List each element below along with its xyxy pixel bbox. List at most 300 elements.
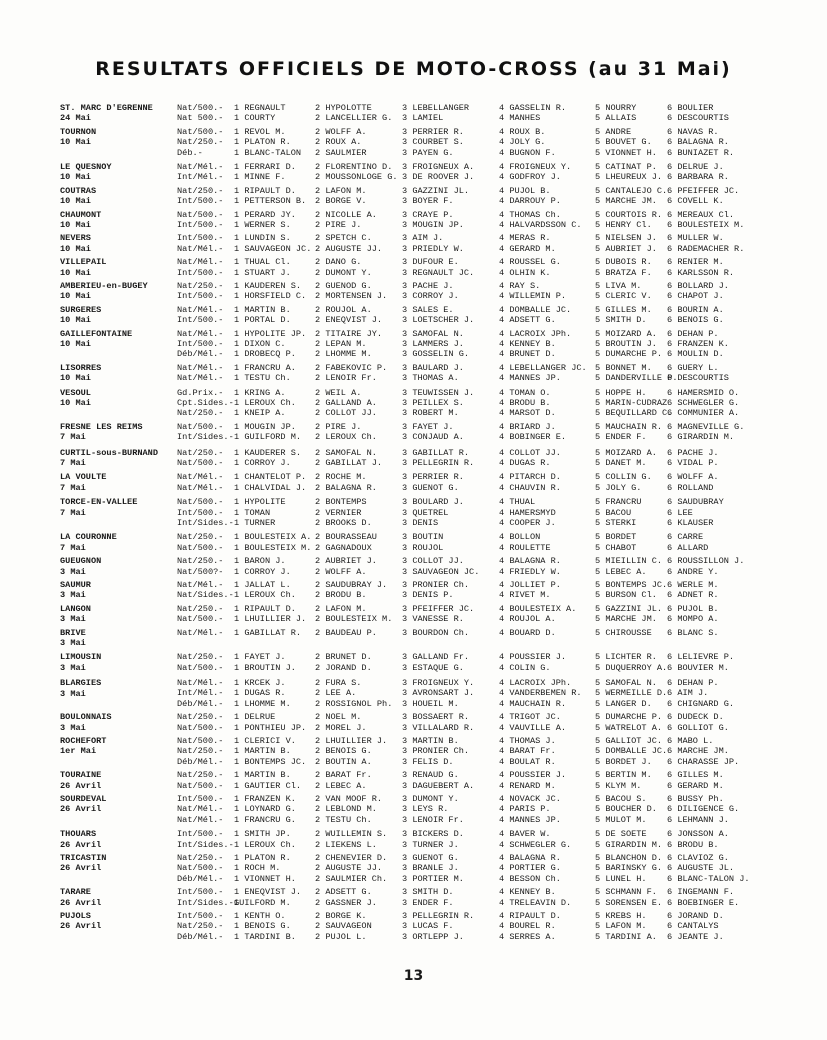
- result-row: [177, 186, 800, 196]
- place-2: 2 BALAGNA R.: [315, 482, 377, 493]
- event-block: [60, 448, 800, 469]
- place-1: 1 ROCH M.: [234, 863, 281, 874]
- place-3: 3 PFEIFFER JC.: [402, 603, 475, 614]
- place-3: 3 BOUTIN: [402, 532, 444, 543]
- place-4: 4 THOMAS J.: [499, 736, 556, 747]
- result-row: [177, 373, 800, 383]
- event-block: [60, 532, 800, 553]
- place-6: 6 BOLLARD J.: [667, 280, 729, 291]
- event-venue: [60, 652, 175, 673]
- result-row: [177, 853, 800, 863]
- result-row: [177, 388, 800, 398]
- place-2: 2 LANCELLIER G.: [315, 113, 393, 124]
- place-3: 3 FROIGNEUX Y.: [402, 678, 475, 689]
- place-2: 2 MORTENSEN J.: [315, 291, 388, 302]
- result-row: [177, 244, 800, 254]
- place-1: 1 PONTHIEU JP.: [234, 722, 307, 733]
- place-3: 3 ENDER F.: [402, 897, 454, 908]
- place-3: 3 FELIS D.: [402, 756, 454, 767]
- place-2: 2 SAMOFAL N.: [315, 447, 377, 458]
- place-3: 3 COLLOT JJ.: [402, 556, 464, 567]
- event-venue: [60, 186, 175, 207]
- place-4: 4 LEBELLANGER JC.: [499, 362, 587, 373]
- place-4: 4 RIPAULT D.: [499, 911, 561, 922]
- venue-name: LIMOUSIN: [60, 652, 102, 663]
- place-6: 6 RENIER M.: [667, 257, 724, 268]
- place-4: 4 HAMERSMYD: [499, 507, 556, 518]
- event-date: 26 Avril: [60, 863, 102, 874]
- race-class: Int/Sides.-: [177, 839, 234, 850]
- race-class: Nat/500.-: [177, 722, 224, 733]
- result-row: [177, 518, 800, 528]
- race-class: Int/Sides.-: [177, 517, 234, 528]
- place-1: 1 HORSFIELD C.: [234, 291, 307, 302]
- place-1: 1 STUART J.: [234, 267, 291, 278]
- place-3: 3 AIM J.: [402, 233, 444, 244]
- place-5: 5 DANET M.: [595, 457, 647, 468]
- place-2: 2 TITAIRE JY.: [315, 328, 383, 339]
- place-5: 5 BACOU: [595, 507, 632, 518]
- place-2: 2 TESTU Ch.: [315, 814, 372, 825]
- result-row: [177, 770, 800, 780]
- place-6: 6 BOULIER: [667, 103, 714, 113]
- place-1: 1 FRANCRU G.: [234, 814, 296, 825]
- event-venue: [60, 448, 175, 469]
- place-5: 5 VIONNET H.: [595, 147, 657, 158]
- result-row: [177, 723, 800, 733]
- place-4: 4 SCHWEGLER G.: [499, 839, 572, 850]
- result-row: [177, 932, 800, 942]
- place-6: 6 DELRUE J.: [667, 161, 724, 172]
- place-5: 5 LANGER D.: [595, 698, 652, 709]
- result-row: [177, 663, 800, 673]
- event-venue: [60, 472, 175, 493]
- page-number: 13: [403, 968, 424, 984]
- place-3: 3 SMITH D.: [402, 887, 454, 898]
- place-4: 4 BOLLON: [499, 532, 541, 543]
- place-2: 2 MOUSSONLOGE G.: [315, 172, 398, 183]
- place-6: 6 BOUVIER M.: [667, 662, 729, 673]
- place-1: 1 JALLAT L.: [234, 579, 291, 590]
- event-date: 7 Mai: [60, 432, 86, 443]
- place-4: 4 ROUX B.: [499, 126, 546, 137]
- place-3: 3 DENIS: [402, 517, 439, 528]
- place-4: 4 SERRES A.: [499, 931, 556, 942]
- place-1: 1 BROUTIN J.: [234, 662, 296, 673]
- place-5: 5 MARCHE JM.: [595, 196, 657, 207]
- venue-name: TOURAINE: [60, 770, 102, 781]
- place-3: 3 VILLALARD R.: [402, 722, 475, 733]
- place-4: 4 ADSETT G.: [499, 315, 556, 326]
- place-3: 3 LOETSCHER J.: [402, 315, 475, 326]
- place-1: 1 KAUDERER S.: [234, 447, 302, 458]
- page-title: RESULTATS OFFICIELS DE MOTO-CROSS (au 31 Mai): [95, 58, 732, 80]
- place-4: 4 POUSSIER J.: [499, 770, 567, 781]
- race-class: Déb/Mél.-: [177, 349, 224, 360]
- place-6: 6 ADNET R.: [667, 590, 719, 601]
- result-row: [177, 363, 800, 373]
- event-date: 7 Mai: [60, 482, 86, 493]
- place-6: 6 GERARD M.: [667, 780, 724, 791]
- place-3: 3 DE ROOVER J.: [402, 172, 475, 183]
- place-3: 3 BRANLE J.: [402, 863, 459, 874]
- place-1: 1 PLATON R.: [234, 137, 291, 148]
- place-4: 4 LACROIX JPh.: [499, 678, 572, 689]
- place-2: 2 GUENOD G.: [315, 280, 372, 291]
- place-4: 4 RIVET M.: [499, 590, 551, 601]
- race-class: Déb/Mél.-: [177, 873, 224, 884]
- event-date: 10 Mai: [60, 219, 91, 230]
- place-5: 5 CATINAT P.: [595, 161, 657, 172]
- place-6: 6 GILLES M.: [667, 770, 724, 781]
- event-date: 3 Mai: [60, 614, 86, 625]
- place-5: 5 NOURRY: [595, 103, 637, 113]
- place-4: 4 DUGAS R.: [499, 457, 551, 468]
- race-class: Nat/250.-: [177, 770, 224, 781]
- place-1: 1 TOMAN: [234, 507, 271, 518]
- place-1: 1 HYPOLITE JP.: [234, 328, 307, 339]
- event-date: 10 Mai: [60, 137, 91, 148]
- place-1: 1 PORTAL D.: [234, 315, 291, 326]
- place-5: 5 MARIN-CUDRAZ: [595, 397, 668, 408]
- event-block: [60, 887, 800, 908]
- result-row: [177, 432, 800, 442]
- event-date: 3 Mai: [60, 590, 86, 601]
- event-block: [60, 652, 800, 673]
- place-2: 2 VAN MOOF R.: [315, 794, 383, 805]
- venue-name: SOURDEVAL: [60, 794, 107, 805]
- event-block: [60, 186, 800, 207]
- event-date: 1er Mai: [60, 746, 97, 757]
- event-block: [60, 388, 800, 419]
- place-1: 1 MARTIN B.: [234, 770, 291, 781]
- event-venue: [60, 678, 175, 699]
- place-3: 3 PRIEDLY W.: [402, 243, 464, 254]
- place-6: 6 NAVAS R.: [667, 126, 719, 137]
- event-block: [60, 556, 800, 577]
- result-row: [177, 556, 800, 566]
- race-class: Int/500.-: [177, 887, 224, 898]
- race-class: Nat/Mél.-: [177, 257, 224, 268]
- event-date: 7 Mai: [60, 542, 86, 553]
- event-block: [60, 628, 800, 649]
- event-block: [60, 329, 800, 360]
- place-6: 6 GOLLIOT G.: [667, 722, 729, 733]
- place-2: 2 LAFON M.: [315, 185, 367, 196]
- place-4: 4 COOPER J.: [499, 517, 556, 528]
- place-6: 6 COVELL K.: [667, 196, 724, 207]
- place-1: 1 LEROUX Ch.: [234, 839, 296, 850]
- place-2: 2 WOLFF A.: [315, 566, 367, 577]
- place-6: 6 BENOIS G.: [667, 315, 724, 326]
- event-venue: [60, 887, 175, 908]
- place-4: 4 PARIS P.: [499, 804, 551, 815]
- event-venue: [60, 736, 175, 757]
- place-5: 5 SMITH D.: [595, 315, 647, 326]
- event-block: [60, 305, 800, 326]
- place-4: 4 THOMAS Ch.: [499, 209, 561, 220]
- race-class: Int/500.-: [177, 196, 224, 207]
- result-row: [177, 305, 800, 315]
- result-row: [177, 874, 800, 884]
- result-row: [177, 220, 800, 230]
- place-6: 6 MAGNEVILLE G.: [667, 421, 745, 432]
- place-6: 6 BARBARA R.: [667, 172, 729, 183]
- place-5: 5 MAUCHAIN R.: [595, 421, 663, 432]
- venue-name: LE QUESNOY: [60, 161, 112, 172]
- event-venue: [60, 712, 175, 733]
- race-class: Nat/250.-: [177, 921, 224, 932]
- result-row: [177, 210, 800, 220]
- place-4: 4 OLHIN K.: [499, 267, 551, 278]
- result-row: [177, 757, 800, 767]
- place-5: 5 BORDET J.: [595, 756, 652, 767]
- place-1: 1 LEROUX Ch.: [234, 590, 296, 601]
- place-6: 6 MEREAUX Cl.: [667, 209, 735, 220]
- result-row: [177, 652, 800, 662]
- place-4: 4 GASSELIN R.: [499, 103, 567, 113]
- place-3: 3 GALLAND Fr.: [402, 652, 470, 663]
- event-venue: [60, 103, 175, 124]
- place-1: 1 WERNER S.: [234, 219, 291, 230]
- event-block: [60, 604, 800, 625]
- place-3: 3 CORROY J.: [402, 291, 459, 302]
- venue-name: THOUARS: [60, 829, 97, 840]
- place-4: 4 RAY S.: [499, 280, 541, 291]
- event-block: [60, 770, 800, 791]
- race-class: Nat/Mél.-: [177, 804, 224, 815]
- place-4: 4 VANDERBEMEN R.: [499, 688, 582, 699]
- result-row: [177, 543, 800, 553]
- place-4: 4 MANNES JP.: [499, 373, 561, 384]
- place-1: 1 REGNAULT: [234, 103, 286, 113]
- race-class: Déb/Mél.-: [177, 698, 224, 709]
- place-6: 6 DILIGENCE G.: [667, 804, 740, 815]
- place-4: 4 BRIARD J.: [499, 421, 556, 432]
- place-3: 3 LENOIR Fr.: [402, 814, 464, 825]
- race-class: Int/500.-: [177, 315, 224, 326]
- place-5: 5 MOIZARD A.: [595, 328, 657, 339]
- place-4: 4 KENNEY B.: [499, 338, 556, 349]
- place-1: 1 DROBECQ P.: [234, 349, 296, 360]
- place-5: 5 STERKI: [595, 517, 637, 528]
- place-1: 1 KRCEK J.: [234, 678, 286, 689]
- place-4: 4 BUGNON F.: [499, 147, 556, 158]
- place-4: 4 BARAT Fr.: [499, 746, 556, 757]
- event-block: [60, 422, 800, 443]
- place-3: 3 DUFOUR E.: [402, 257, 459, 268]
- place-5: 5 BURSON Cl.: [595, 590, 657, 601]
- result-row: [177, 148, 800, 158]
- place-4: 4 WILLEMIN P.: [499, 291, 567, 302]
- event-block: [60, 281, 800, 302]
- event-date: 10 Mai: [60, 291, 91, 302]
- place-6: 6 CANTALYS: [667, 921, 719, 932]
- result-row: [177, 736, 800, 746]
- place-5: 5 DUQUERROY A.: [595, 662, 668, 673]
- place-2: 2 PIRE J.: [315, 219, 362, 230]
- place-1: 1 BOULESTEIX M.: [234, 542, 312, 553]
- place-4: 4 LACROIX JPh.: [499, 328, 572, 339]
- result-row: [177, 863, 800, 873]
- result-row: [177, 699, 800, 709]
- event-date: 3 Mai: [60, 722, 86, 733]
- event-date: 3 Mai: [60, 566, 86, 577]
- place-1: 1 BENOIS G.: [234, 921, 291, 932]
- venue-name: VESOUL: [60, 387, 91, 398]
- event-venue: [60, 497, 175, 518]
- race-class: Déb.-: [177, 147, 203, 158]
- event-block: [60, 127, 800, 158]
- place-4: 4 PORTIER G.: [499, 863, 561, 874]
- place-6: 6 KLAUSER: [667, 517, 714, 528]
- place-4: 4 GODFROY J.: [499, 172, 561, 183]
- event-block: [60, 363, 800, 384]
- place-5: 5 LUNEL H.: [595, 873, 647, 884]
- place-3: 3 CRAYE P.: [402, 209, 454, 220]
- place-6: 6 GIRARDIN M.: [667, 432, 735, 443]
- place-5: 5 BORDET: [595, 532, 637, 543]
- place-2: 2 BAUDEAU P.: [315, 627, 377, 638]
- race-class: Int/500.-: [177, 911, 224, 922]
- place-3: 3 HOUEIL M.: [402, 698, 459, 709]
- place-2: 2 GASSNER J.: [315, 897, 377, 908]
- place-3: 3 QUETREL: [402, 507, 449, 518]
- place-5: 5 LICHTER R.: [595, 652, 657, 663]
- results-list: [60, 100, 800, 942]
- result-row: [177, 840, 800, 850]
- result-row: [177, 291, 800, 301]
- venue-name: ST. MARC D'EGRENNE: [60, 103, 153, 113]
- place-2: 2 BORGE K.: [315, 911, 367, 922]
- result-row: [177, 137, 800, 147]
- place-1: 1 BLANC-TALON: [234, 147, 302, 158]
- venue-name: TOURNON: [60, 126, 97, 137]
- place-3: 3 AVRONSART J.: [402, 688, 475, 699]
- event-date: 3 Mai: [60, 637, 86, 648]
- event-venue: [60, 604, 175, 625]
- event-date: 26 Avril: [60, 839, 102, 850]
- event-date: 10 Mai: [60, 267, 91, 278]
- place-6: 6 INGEMANN F.: [667, 887, 735, 898]
- place-2: 2 BONTEMPS: [315, 497, 367, 508]
- place-3: 3 LAMMERS J.: [402, 338, 464, 349]
- place-3: 3 BICKERS D.: [402, 829, 464, 840]
- event-venue: [60, 363, 175, 384]
- place-3: 3 ESTAQUE G.: [402, 662, 464, 673]
- venue-name: LA COURONNE: [60, 532, 117, 543]
- place-6: 6 DESCOURTIS: [667, 373, 729, 384]
- place-6: 6 FRANZEN K.: [667, 338, 729, 349]
- race-class: Nat/250.-: [177, 652, 224, 663]
- place-5: 5 TARDINI A.: [595, 931, 657, 942]
- place-1: 1 KRING A.: [234, 387, 286, 398]
- race-class: Nat/500.-: [177, 542, 224, 553]
- place-3: 3 SALES E.: [402, 304, 454, 315]
- race-class: Int/500.-: [177, 219, 224, 230]
- place-6: 6 MOMPO A.: [667, 614, 719, 625]
- place-6: 6 COMMUNIER A.: [667, 408, 740, 419]
- place-4: 4 BESSON Ch.: [499, 873, 561, 884]
- event-block: [60, 257, 800, 278]
- result-row: [177, 113, 800, 123]
- venue-name: GUEUGNON: [60, 556, 102, 567]
- place-1: 1 KENTH O.: [234, 911, 286, 922]
- event-date: 10 Mai: [60, 196, 91, 207]
- place-5: 5 LHEUREUX J.: [595, 172, 663, 183]
- place-6: 6 DEHAN P.: [667, 328, 719, 339]
- place-2: 2 LEPAN M.: [315, 338, 367, 349]
- place-2: 2 BRODU B.: [315, 590, 367, 601]
- venue-name: SAUMUR: [60, 579, 91, 590]
- race-class: Nat/Mél.-: [177, 161, 224, 172]
- place-3: 3 VANESSE R.: [402, 614, 464, 625]
- place-1: 1 SMITH JP.: [234, 829, 291, 840]
- place-1: 1 FAYET J.: [234, 652, 286, 663]
- place-5: 5 MIEILLIN C.: [595, 556, 663, 567]
- place-1: 1 PERARD JY.: [234, 209, 296, 220]
- place-3: 3 BOSSAERT R.: [402, 712, 470, 723]
- place-1: 1 LHUILLIER J.: [234, 614, 307, 625]
- place-3: 3 PORTIER M.: [402, 873, 464, 884]
- place-6: 6 CLAVIOZ G.: [667, 853, 729, 864]
- result-row: [177, 712, 800, 722]
- event-block: [60, 853, 800, 884]
- place-5: 5 DOMBALLE JC.: [595, 746, 668, 757]
- place-6: 6 BALAGNA R.: [667, 137, 729, 148]
- place-1: 1 FRANZEN K.: [234, 794, 296, 805]
- place-5: 5 ANDRE: [595, 126, 632, 137]
- place-5: 5 WERMEILLE D.: [595, 688, 668, 699]
- result-row: [177, 678, 800, 688]
- event-venue: [60, 556, 175, 577]
- place-2: 2 AUBRIET J.: [315, 556, 377, 567]
- result-row: [177, 103, 800, 113]
- result-row: [177, 688, 800, 698]
- place-2: 2 LHOMME M.: [315, 349, 372, 360]
- event-date: 3 Mai: [60, 662, 86, 673]
- event-date: 24 Mai: [60, 113, 91, 124]
- place-2: 2 ADSETT G.: [315, 887, 372, 898]
- place-2: 2 LEBLOND M.: [315, 804, 377, 815]
- place-5: 5 MULOT M.: [595, 814, 647, 825]
- place-2: 2 COLLOT JJ.: [315, 408, 377, 419]
- place-1: 1 DIXON C.: [234, 338, 286, 349]
- place-2: 2 SAUDUBRAY J.: [315, 579, 388, 590]
- venue-name: TORCE-EN-VALLEE: [60, 497, 138, 508]
- place-4: 4 BALAGNA R.: [499, 556, 561, 567]
- place-2: 2 PUJOL L.: [315, 931, 367, 942]
- place-6: 6 BUSSY Ph.: [667, 794, 724, 805]
- place-3: 3 GAZZINI JL.: [402, 185, 470, 196]
- place-6: 6 BLANC S.: [667, 627, 719, 638]
- place-5: 5 CANTALEJO C.: [595, 185, 668, 196]
- venue-name: TRICASTIN: [60, 853, 107, 864]
- race-class: Nat/250.-: [177, 447, 224, 458]
- place-5: 5 CHIROUSSE: [595, 627, 652, 638]
- place-1: 1 GABILLAT R.: [234, 627, 302, 638]
- place-3: 3 RENAUD G.: [402, 770, 459, 781]
- event-venue: [60, 770, 175, 791]
- race-class: Nat/Mél.-: [177, 373, 224, 384]
- place-3: 3 TEUWISSEN J.: [402, 387, 475, 398]
- event-venue: [60, 580, 175, 601]
- event-date: 26 Avril: [60, 780, 102, 791]
- place-1: 1 TURNER: [234, 517, 276, 528]
- race-class: Nat/500.-: [177, 497, 224, 508]
- event-date: 10 Mai: [60, 373, 91, 384]
- place-5: 5 MARCHE JM.: [595, 614, 657, 625]
